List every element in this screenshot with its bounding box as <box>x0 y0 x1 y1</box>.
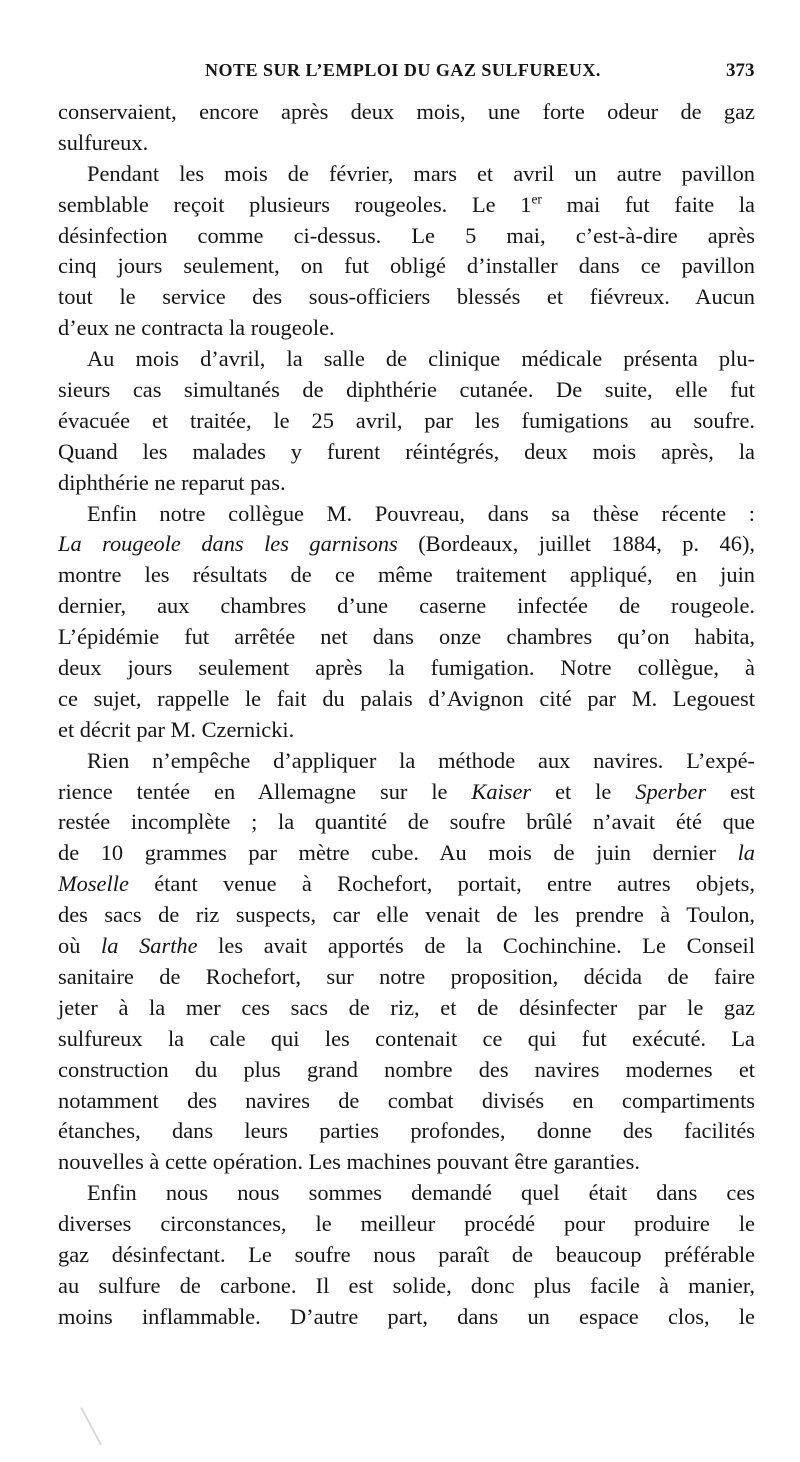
text-segment: mai fut faite la <box>541 191 755 217</box>
body-text <box>58 97 755 1333</box>
text-segment: les avait apportés de la Cochinchine. Le Conseil <box>197 933 755 959</box>
text-line: notamment des navires de combat divisés en compartiments <box>58 1087 755 1113</box>
ship-article: la <box>737 840 755 866</box>
ship-name: la Sarthe <box>101 933 198 959</box>
text-line: deux jours seulement après la fumigation. Notre collègue, à <box>58 655 755 681</box>
text-segment: et le <box>531 778 636 804</box>
superscript: er <box>531 191 542 207</box>
text-line: gaz désinfectant. Le soufre nous paraît de beaucoup préférable <box>58 1241 755 1267</box>
text-line <box>58 777 755 808</box>
text-line: étanches, dans leurs parties profondes, donne des facilités <box>58 1118 755 1144</box>
text-segment: où <box>58 933 102 959</box>
text-line: désinfection comme ci-dessus. Le 5 mai, c’est-à-dire après <box>58 222 755 248</box>
text-line <box>58 838 755 869</box>
text-line: Enfin notre collègue M. Pouvreau, dans sa thèse récente : <box>87 500 755 526</box>
text-line: évacuée et traitée, le 25 avril, par les fumigations au soufre. <box>58 407 755 433</box>
ship-name: Sperber <box>635 778 707 804</box>
text-line <box>58 190 755 221</box>
text-line: montre les résultats de ce même traitement appliqué, en juin <box>58 562 755 588</box>
text-line: jeter à la mer ces sacs de riz, et de désinfecter par le gaz <box>58 994 755 1020</box>
text-line: cinq jours seulement, on fut obligé d’installer dans ce pavillon <box>58 253 755 279</box>
text-line: sulfureux la cale qui les contenait ce qui fut exécuté. La <box>58 1025 755 1051</box>
text-segment: est <box>706 778 755 804</box>
text-line: restée incomplète ; la quantité de soufre brûlé n’avait été que <box>58 809 755 835</box>
text-line: construction du plus grand nombre des navires modernes et <box>58 1056 755 1082</box>
text-segment: de 10 grammes par mètre cube. Au mois de juin dernier <box>58 840 738 866</box>
text-segment: (Bordeaux, juillet 1884, p. 46), <box>418 531 755 557</box>
text-segment: semblable reçoit plusieurs rougeoles. Le 1 <box>58 191 532 217</box>
text-line: d’eux ne contracta la rougeole. <box>58 315 335 341</box>
ship-name: Moselle <box>58 871 129 897</box>
text-line: Quand les malades y furent réintégrés, deux mois après, la <box>58 438 755 464</box>
text-line: L’épidémie fut arrêtée net dans onze chambres qu’on habita, <box>58 624 755 650</box>
text-line: Pendant les mois de février, mars et avril un autre pavillon <box>87 160 755 186</box>
text-segment: rience tentée en Allemagne sur le <box>58 778 472 804</box>
text-line: sulfureux. <box>58 129 149 155</box>
text-line: sieurs cas simultanés de diphthérie cutanée. De suite, elle fut <box>58 377 755 403</box>
running-head: NOTE SUR L’EMPLOI DU GAZ SULFUREUX. <box>205 60 601 80</box>
text-line: et décrit par M. Czernicki. <box>58 716 295 742</box>
text-line: ce sujet, rappelle le fait du palais d’Avignon cité par M. Legouest <box>58 685 755 711</box>
text-line: au sulfure de carbone. Il est solide, donc plus facile à manier, <box>58 1272 755 1298</box>
text-line: diverses circonstances, le meilleur procédé pour produire le <box>58 1211 755 1237</box>
text-line <box>58 931 755 962</box>
text-line: diphthérie ne reparut pas. <box>58 469 286 495</box>
text-line: des sacs de riz suspects, car elle venait de les prendre à Toulon, <box>58 902 755 928</box>
text-line <box>58 529 755 560</box>
text-line: moins inflammable. D’autre part, dans un espace clos, le <box>58 1303 755 1329</box>
text-line: sanitaire de Rochefort, sur notre proposition, décida de faire <box>58 963 755 989</box>
text-line: tout le service des sous-officiers blessés et fiévreux. Aucun <box>58 284 755 310</box>
text-line: Au mois d’avril, la salle de clinique médicale présenta plu- <box>87 346 755 372</box>
text-line: nouvelles à cette opération. Les machines pouvant être garanties. <box>58 1149 640 1175</box>
paper-scratch-mark <box>80 1407 101 1445</box>
text-line: conservaient, encore après deux mois, une forte odeur de gaz <box>58 99 755 124</box>
ship-name: Kaiser <box>471 778 532 804</box>
text-line: dernier, aux chambres d’une caserne infectée de rougeole. <box>58 593 755 619</box>
text-line: Enfin nous nous sommes demandé quel était dans ces <box>87 1180 755 1206</box>
text-line: Rien n’empêche d’appliquer la méthode aux navires. L’expé- <box>87 747 755 773</box>
thesis-title: La rougeole dans les garnisons <box>58 531 398 557</box>
text-segment: étant venue à Rochefort, portait, entre autres objets, <box>128 871 755 897</box>
page-number: 373 <box>726 60 755 81</box>
text-line <box>58 869 755 900</box>
